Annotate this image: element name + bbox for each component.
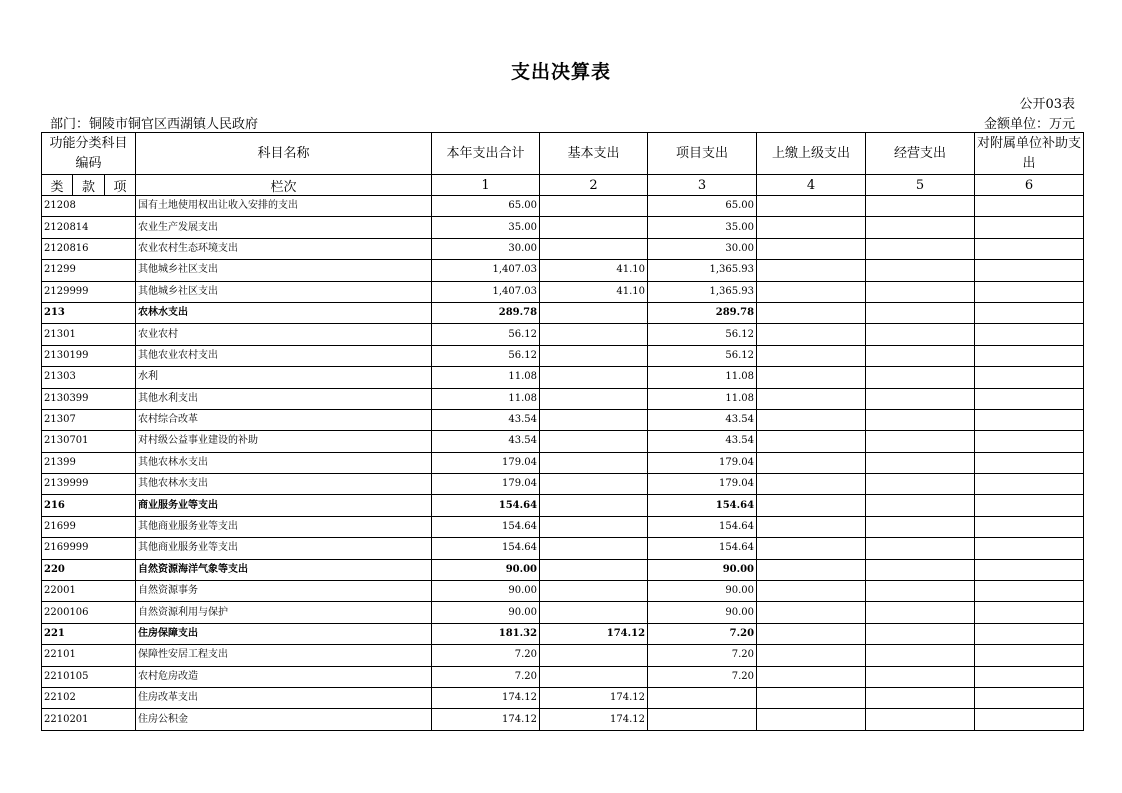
cell-subsidy	[975, 538, 1084, 559]
table-row	[42, 602, 1084, 623]
table-row	[42, 666, 1084, 687]
cell-project: 154.64	[648, 495, 757, 516]
cell-total: 35.00	[432, 217, 540, 238]
table-row	[42, 495, 1084, 516]
cell-basic	[540, 238, 648, 259]
table-row	[42, 559, 1084, 580]
column-index-row	[42, 175, 1084, 196]
cell-name: 商业服务业等支出	[136, 495, 432, 516]
header-subsidy: 对附属单位补助支出	[975, 133, 1084, 175]
cell-business	[866, 666, 975, 687]
table-row	[42, 538, 1084, 559]
cell-code: 22101	[42, 645, 136, 666]
amount-unit-label: 金额单位：万元	[983, 117, 1075, 132]
cell-name: 其他农林水支出	[136, 474, 432, 495]
cell-business	[866, 623, 975, 644]
cell-project: 56.12	[648, 324, 757, 345]
cell-upper	[757, 238, 866, 259]
cell-code: 2210105	[42, 666, 136, 687]
cell-project: 154.64	[648, 516, 757, 537]
cell-total: 90.00	[432, 581, 540, 602]
cell-basic	[540, 388, 648, 409]
cell-project: 179.04	[648, 452, 757, 473]
cell-name: 自然资源事务	[136, 581, 432, 602]
cell-subsidy	[975, 238, 1084, 259]
cell-code: 2210201	[42, 709, 136, 730]
cell-business	[866, 367, 975, 388]
cell-business	[866, 196, 975, 217]
cell-upper	[757, 388, 866, 409]
cell-project: 30.00	[648, 238, 757, 259]
cell-business	[866, 388, 975, 409]
cell-total: 1,407.03	[432, 281, 540, 302]
header-lanci: 栏次	[136, 175, 432, 196]
cell-project	[648, 709, 757, 730]
cell-upper	[757, 666, 866, 687]
cell-subsidy	[975, 623, 1084, 644]
cell-upper	[757, 281, 866, 302]
cell-total: 154.64	[432, 495, 540, 516]
table-row	[42, 260, 1084, 281]
cell-basic	[540, 559, 648, 580]
cell-business	[866, 495, 975, 516]
cell-upper	[757, 452, 866, 473]
cell-subsidy	[975, 260, 1084, 281]
cell-basic	[540, 431, 648, 452]
cell-upper	[757, 345, 866, 366]
header-lei: 类	[42, 175, 73, 196]
cell-code: 2200106	[42, 602, 136, 623]
cell-subsidy	[975, 687, 1084, 708]
cell-code: 21299	[42, 260, 136, 281]
cell-basic	[540, 538, 648, 559]
cell-upper	[757, 302, 866, 323]
cell-business	[866, 538, 975, 559]
cell-business	[866, 452, 975, 473]
cell-code: 2169999	[42, 538, 136, 559]
cell-total: 174.12	[432, 687, 540, 708]
table-row	[42, 687, 1084, 708]
cell-total: 179.04	[432, 474, 540, 495]
cell-subsidy	[975, 709, 1084, 730]
cell-name: 农业农村	[136, 324, 432, 345]
header-row	[42, 133, 1084, 175]
cell-subsidy	[975, 495, 1084, 516]
cell-basic	[540, 602, 648, 623]
cell-upper	[757, 516, 866, 537]
cell-project: 65.00	[648, 196, 757, 217]
cell-subsidy	[975, 217, 1084, 238]
cell-name: 其他城乡社区支出	[136, 281, 432, 302]
header-code: 功能分类科目编码	[42, 133, 136, 175]
cell-basic	[540, 367, 648, 388]
header-upper: 上缴上级支出	[757, 133, 866, 175]
cell-business	[866, 281, 975, 302]
table-row	[42, 345, 1084, 366]
cell-total: 11.08	[432, 388, 540, 409]
cell-subsidy	[975, 474, 1084, 495]
table-row	[42, 367, 1084, 388]
cell-name: 其他水利支出	[136, 388, 432, 409]
table-row	[42, 516, 1084, 537]
cell-code: 2130399	[42, 388, 136, 409]
header-kuan: 款	[73, 175, 105, 196]
cell-subsidy	[975, 409, 1084, 430]
cell-upper	[757, 324, 866, 345]
cell-subsidy	[975, 602, 1084, 623]
cell-upper	[757, 367, 866, 388]
cell-code: 2120814	[42, 217, 136, 238]
cell-project: 7.20	[648, 623, 757, 644]
cell-code: 22001	[42, 581, 136, 602]
cell-project: 7.20	[648, 666, 757, 687]
cell-total: 154.64	[432, 538, 540, 559]
table-row	[42, 196, 1084, 217]
cell-total: 179.04	[432, 452, 540, 473]
cell-upper	[757, 602, 866, 623]
cell-business	[866, 474, 975, 495]
cell-total: 289.78	[432, 302, 540, 323]
cell-total: 90.00	[432, 559, 540, 580]
cell-basic	[540, 409, 648, 430]
cell-code: 21399	[42, 452, 136, 473]
cell-basic	[540, 196, 648, 217]
cell-name: 农村危房改造	[136, 666, 432, 687]
cell-business	[866, 516, 975, 537]
cell-basic	[540, 302, 648, 323]
table-row	[42, 645, 1084, 666]
cell-project	[648, 687, 757, 708]
cell-basic	[540, 452, 648, 473]
cell-subsidy	[975, 666, 1084, 687]
cell-project: 43.54	[648, 431, 757, 452]
cell-subsidy	[975, 559, 1084, 580]
table-row	[42, 217, 1084, 238]
cell-name: 其他农林水支出	[136, 452, 432, 473]
table-row	[42, 581, 1084, 602]
cell-business	[866, 431, 975, 452]
cell-name: 农林水支出	[136, 302, 432, 323]
cell-upper	[757, 538, 866, 559]
cell-business	[866, 238, 975, 259]
cell-name: 其他农业农村支出	[136, 345, 432, 366]
cell-upper	[757, 474, 866, 495]
cell-project: 1,365.93	[648, 281, 757, 302]
cell-code: 2139999	[42, 474, 136, 495]
cell-subsidy	[975, 302, 1084, 323]
cell-basic	[540, 516, 648, 537]
cell-business	[866, 345, 975, 366]
cell-project: 289.78	[648, 302, 757, 323]
table-row	[42, 409, 1084, 430]
cell-business	[866, 302, 975, 323]
cell-project: 90.00	[648, 602, 757, 623]
cell-code: 21699	[42, 516, 136, 537]
header-basic: 基本支出	[540, 133, 648, 175]
table-row	[42, 431, 1084, 452]
cell-upper	[757, 581, 866, 602]
cell-code: 21307	[42, 409, 136, 430]
col-index-5: 5	[866, 175, 975, 196]
cell-subsidy	[975, 452, 1084, 473]
cell-code: 21303	[42, 367, 136, 388]
cell-code: 21301	[42, 324, 136, 345]
cell-subsidy	[975, 324, 1084, 345]
cell-total: 181.32	[432, 623, 540, 644]
cell-total: 65.00	[432, 196, 540, 217]
cell-project: 11.08	[648, 367, 757, 388]
cell-upper	[757, 645, 866, 666]
cell-name: 自然资源利用与保护	[136, 602, 432, 623]
header-xiang: 项	[105, 175, 136, 196]
table-row	[42, 281, 1084, 302]
table-row	[42, 302, 1084, 323]
cell-name: 国有土地使用权出让收入安排的支出	[136, 196, 432, 217]
cell-name: 其他商业服务业等支出	[136, 538, 432, 559]
table-row	[42, 452, 1084, 473]
cell-basic	[540, 345, 648, 366]
form-number: 公开03表	[1019, 97, 1075, 112]
cell-code: 221	[42, 623, 136, 644]
cell-upper	[757, 260, 866, 281]
cell-code: 220	[42, 559, 136, 580]
cell-upper	[757, 623, 866, 644]
cell-subsidy	[975, 345, 1084, 366]
table-row	[42, 238, 1084, 259]
header-name: 科目名称	[136, 133, 432, 175]
cell-name: 保障性安居工程支出	[136, 645, 432, 666]
cell-name: 水利	[136, 367, 432, 388]
cell-name: 住房保障支出	[136, 623, 432, 644]
cell-code: 22102	[42, 687, 136, 708]
cell-name: 住房改革支出	[136, 687, 432, 708]
cell-project: 154.64	[648, 538, 757, 559]
cell-total: 7.20	[432, 645, 540, 666]
cell-upper	[757, 687, 866, 708]
col-index-2: 2	[540, 175, 648, 196]
cell-basic	[540, 324, 648, 345]
cell-business	[866, 581, 975, 602]
cell-project: 90.00	[648, 581, 757, 602]
cell-basic	[540, 666, 648, 687]
cell-total: 90.00	[432, 602, 540, 623]
cell-total: 11.08	[432, 367, 540, 388]
cell-project: 35.00	[648, 217, 757, 238]
cell-subsidy	[975, 196, 1084, 217]
cell-code: 2130701	[42, 431, 136, 452]
col-index-3: 3	[648, 175, 757, 196]
cell-total: 7.20	[432, 666, 540, 687]
cell-code: 216	[42, 495, 136, 516]
expenditure-table	[41, 132, 1084, 731]
cell-code: 2129999	[42, 281, 136, 302]
cell-code: 21208	[42, 196, 136, 217]
cell-code: 213	[42, 302, 136, 323]
cell-business	[866, 217, 975, 238]
cell-project: 90.00	[648, 559, 757, 580]
cell-project: 11.08	[648, 388, 757, 409]
cell-upper	[757, 559, 866, 580]
table-row	[42, 388, 1084, 409]
cell-upper	[757, 217, 866, 238]
cell-total: 154.64	[432, 516, 540, 537]
cell-upper	[757, 409, 866, 430]
cell-name: 其他商业服务业等支出	[136, 516, 432, 537]
cell-business	[866, 687, 975, 708]
cell-subsidy	[975, 431, 1084, 452]
department-label: 部门：铜陵市铜官区西湖镇人民政府	[50, 117, 259, 132]
table-row	[42, 709, 1084, 730]
cell-subsidy	[975, 581, 1084, 602]
header-total: 本年支出合计	[432, 133, 540, 175]
cell-total: 56.12	[432, 345, 540, 366]
cell-business	[866, 645, 975, 666]
cell-basic: 41.10	[540, 281, 648, 302]
cell-subsidy	[975, 367, 1084, 388]
cell-total: 43.54	[432, 409, 540, 430]
cell-subsidy	[975, 516, 1084, 537]
cell-name: 自然资源海洋气象等支出	[136, 559, 432, 580]
cell-total: 174.12	[432, 709, 540, 730]
cell-name: 农业生产发展支出	[136, 217, 432, 238]
cell-business	[866, 602, 975, 623]
cell-upper	[757, 495, 866, 516]
cell-code: 2130199	[42, 345, 136, 366]
cell-name: 对村级公益事业建设的补助	[136, 431, 432, 452]
cell-subsidy	[975, 388, 1084, 409]
cell-project: 43.54	[648, 409, 757, 430]
cell-total: 56.12	[432, 324, 540, 345]
header-project: 项目支出	[648, 133, 757, 175]
table-row	[42, 474, 1084, 495]
cell-upper	[757, 709, 866, 730]
cell-basic	[540, 581, 648, 602]
col-index-4: 4	[757, 175, 866, 196]
cell-project: 7.20	[648, 645, 757, 666]
cell-project: 179.04	[648, 474, 757, 495]
cell-business	[866, 409, 975, 430]
cell-basic	[540, 474, 648, 495]
cell-business	[866, 260, 975, 281]
cell-basic	[540, 217, 648, 238]
cell-subsidy	[975, 645, 1084, 666]
cell-name: 农村综合改革	[136, 409, 432, 430]
col-index-6: 6	[975, 175, 1084, 196]
cell-basic	[540, 495, 648, 516]
cell-project: 1,365.93	[648, 260, 757, 281]
page-title: 支出决算表	[510, 61, 611, 83]
col-index-1: 1	[432, 175, 540, 196]
cell-total: 30.00	[432, 238, 540, 259]
cell-basic: 41.10	[540, 260, 648, 281]
cell-subsidy	[975, 281, 1084, 302]
cell-total: 1,407.03	[432, 260, 540, 281]
cell-code: 2120816	[42, 238, 136, 259]
table-row	[42, 623, 1084, 644]
cell-total: 43.54	[432, 431, 540, 452]
cell-basic: 174.12	[540, 709, 648, 730]
cell-project: 56.12	[648, 345, 757, 366]
cell-name: 住房公积金	[136, 709, 432, 730]
cell-business	[866, 709, 975, 730]
cell-upper	[757, 431, 866, 452]
cell-basic: 174.12	[540, 687, 648, 708]
cell-business	[866, 559, 975, 580]
cell-business	[866, 324, 975, 345]
cell-name: 其他城乡社区支出	[136, 260, 432, 281]
cell-basic: 174.12	[540, 623, 648, 644]
cell-basic	[540, 645, 648, 666]
header-business: 经营支出	[866, 133, 975, 175]
cell-upper	[757, 196, 866, 217]
cell-name: 农业农村生态环境支出	[136, 238, 432, 259]
table-row	[42, 324, 1084, 345]
